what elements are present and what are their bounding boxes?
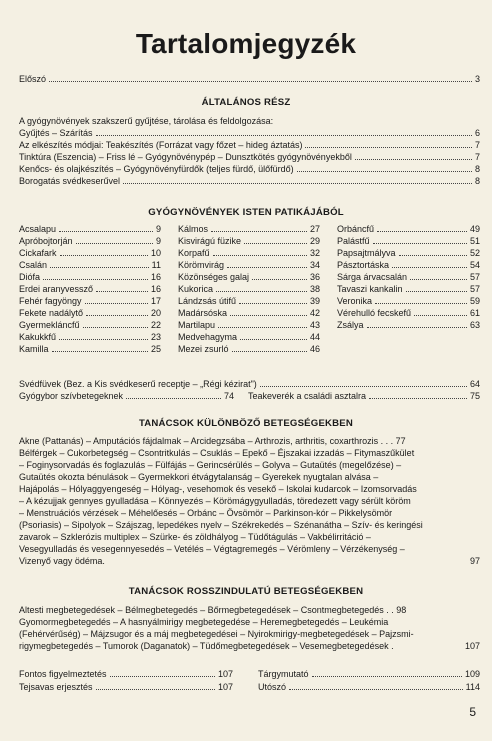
entry-page: 23 (150, 332, 161, 342)
herb-entry (19, 224, 161, 236)
herb-entry (337, 284, 480, 296)
dot-leader (377, 231, 467, 232)
entry-label: Medvehagyma (178, 332, 238, 342)
entry-page: 7 (474, 152, 480, 162)
paragraph-line: Vesegyulladás és vesegennyesedés – Vetélés – Végtagremegés – Vérömleny – Vérzékenység – (19, 544, 405, 554)
entry-label: Kenőcs- és olajkészítés – Gyógynövényfürdők (teljes fürdő, ülőfürdő) (19, 164, 294, 174)
dot-leader (86, 315, 148, 316)
dot-leader (43, 279, 148, 280)
entry-label: Fekete nadálytő (19, 308, 84, 318)
herb-entry (178, 308, 320, 320)
dot-leader (244, 243, 307, 244)
paragraph-line: rigymegbetegedés – Tumorok (Daganatok) – Tüdőmegbetegedések – Vesemegbetegedések . 107 (19, 641, 480, 651)
entry-label: Tavaszi kankalin (337, 284, 403, 294)
entry-label: Cickafark (19, 248, 57, 258)
herb-column-3 (337, 224, 480, 332)
entry-page: 9 (155, 224, 161, 234)
dot-leader (126, 398, 221, 399)
entry-page: 107 (464, 641, 480, 651)
footer-entries-left (19, 669, 233, 695)
dot-leader (50, 267, 149, 268)
dot-leader (410, 279, 467, 280)
entry-label: Madársóska (178, 308, 228, 318)
herb-entry (337, 236, 480, 248)
entry-label: Apróbojtorján (19, 236, 73, 246)
dot-leader (367, 327, 467, 328)
dot-leader (252, 279, 307, 280)
entry-label: Lándzsás útifű (178, 296, 237, 306)
entry-label: Fontos figyelmeztetés (19, 669, 107, 679)
entry-label: Az elkészítés módjai: Teakészítés (Forrázat vagy főzet – hideg áztatás) (19, 140, 303, 150)
entry-page: 6 (474, 128, 480, 138)
entry-label: Utószó (258, 682, 287, 692)
paragraph-line: Akne (Pattanás) – Amputációs fájdalmak – Arcidegzsába – Arthrozis, arthritis, coxarthrozis . . . 77 (19, 436, 406, 446)
toc-entry-general (19, 128, 480, 139)
entry-page: 3 (474, 74, 480, 84)
dot-leader (96, 135, 472, 136)
paragraph-line: Bélférgek – Cukorbetegség – Csontritkulás – Csuklás – Epekő – Éjszakai izzadás – Fitymaszűkület (19, 448, 415, 458)
toc-entry-general (19, 140, 480, 151)
herb-entry (178, 260, 320, 272)
footer-entry (19, 682, 233, 695)
entry-label: Előszó (19, 74, 47, 84)
paragraph-line: – Menstruációs vérzések – Méhelőesés – Orbánc – Övsömör – Parkinson-kór – Pikkelysömör (19, 508, 393, 518)
dot-leader (83, 327, 148, 328)
dot-leader (59, 339, 148, 340)
entry-page: 11 (151, 260, 161, 270)
paragraph-line: Altesti megbetegedések – Bélmegbetegedés – Bőrmegbetegedések – Csontmegbetegedés . . 98 (19, 605, 407, 615)
entry-page: 34 (309, 260, 320, 270)
herb-entry (19, 320, 161, 332)
entry-label: Korpafű (178, 248, 210, 258)
dot-leader (49, 81, 472, 82)
dot-leader (85, 303, 148, 304)
entry-page: 54 (469, 260, 480, 270)
paragraph-line: – Foginysorvadás és foglazulás – Fülfájás – Gerincsérülés – Golyva – Gutaütés (megelőzése) – (19, 460, 402, 470)
dot-leader (76, 243, 153, 244)
entry-page: 9 (155, 236, 161, 246)
herb-entry (337, 248, 480, 260)
page-number: 5 (469, 705, 476, 719)
entry-page: 36 (309, 272, 320, 282)
dot-leader (123, 183, 472, 184)
entry-page: 97 (469, 556, 480, 566)
toc-entry-general (19, 176, 480, 187)
herb-entry (337, 272, 480, 284)
dot-leader (227, 267, 307, 268)
paragraph-line: Gyomormegbetegedés – A hasnyálmirigy megbetegedése – Heremegbetegedés – Leukémia (19, 617, 389, 627)
dot-leader (232, 351, 307, 352)
malignant-list-paragraph (19, 604, 480, 652)
entry-page: 39 (309, 296, 320, 306)
herb-entry (178, 236, 320, 248)
entry-page: 107 (217, 682, 233, 692)
entry-page: 42 (309, 308, 320, 318)
entry-label: Fehér fagyöngy (19, 296, 82, 306)
entry-label: Kukorica (178, 284, 214, 294)
entry-page: 44 (309, 332, 320, 342)
paragraph-line: Hajápolás – Hólyaggyengeség – Hólyag-, vesehomok és vesekő – Iskolai kudarcok – Izomsorvadás (19, 484, 417, 494)
dot-leader (373, 243, 467, 244)
entry-label: Kálmos (178, 224, 209, 234)
paragraph-line: Gutaütés okozta bénulások – Gyermekkori étvágytalanság – Gyerekek nyugtalan alvása – (19, 472, 379, 482)
entry-label: Sárga árvacsalán (337, 272, 408, 282)
herb-entry (19, 308, 161, 320)
entry-page: 16 (150, 272, 161, 282)
herb-entry (19, 236, 161, 248)
herb-entry (178, 320, 320, 332)
entry-page: 27 (309, 224, 320, 234)
entry-page: 114 (465, 682, 480, 692)
entry-page: 38 (309, 284, 320, 294)
dot-leader (355, 159, 472, 160)
dot-leader (52, 351, 148, 352)
toc-entry-general (19, 164, 480, 175)
herb-entry (337, 296, 480, 308)
herb-entry (178, 284, 320, 296)
dot-leader (312, 676, 462, 677)
section-heading-istenpatika: GYÓGYNÖVÉNYEK ISTEN PATIKÁJÁBÓL (148, 207, 344, 218)
entry-label: Tinktúra (Eszencia) – Friss lé – Gyógynövénypép – Dunsztkötés gyógynövényekből (19, 152, 352, 162)
entry-page: 20 (150, 308, 161, 318)
entry-page: 59 (469, 296, 480, 306)
footer-entry (258, 669, 480, 682)
dot-leader (260, 386, 467, 387)
dot-leader (406, 291, 467, 292)
footer-entry (19, 669, 233, 682)
dot-leader (110, 676, 215, 677)
herb-entry (178, 332, 320, 344)
entry-label: Gyermekláncfű (19, 320, 80, 330)
entry-page: 57 (469, 272, 480, 282)
paragraph-line: (Psoriasis) – Sipolyok – Szájszag, lepedékes nyelv – Székrekedés – Szénanátha – Szív- és keringési (19, 520, 423, 530)
entry-page: 8 (474, 176, 480, 186)
entry-label: Papsajtmályva (337, 248, 396, 258)
entry-label: Gyűjtés – Szárítás (19, 128, 93, 138)
entry-label: Orbáncfű (337, 224, 375, 234)
entry-page: 57 (469, 284, 480, 294)
entry-page: 49 (469, 224, 480, 234)
general-intro: A gyógynövények szakszerű gyűjtése, tárolása és feldolgozása: (19, 116, 274, 126)
dot-leader (96, 291, 148, 292)
entry-label: Tejsavas erjesztés (19, 682, 93, 692)
dot-leader (414, 315, 467, 316)
herb-entry (337, 260, 480, 272)
entry-label: Körömvirág (178, 260, 225, 270)
dot-leader (375, 303, 467, 304)
toc-entry-gyogybor: Gyógybor szívbetegeknek 74 (19, 391, 234, 401)
herb-entry (19, 260, 161, 272)
dot-leader (218, 327, 307, 328)
entry-page: 32 (309, 248, 320, 258)
toc-entry-general (19, 152, 480, 163)
herb-entry (19, 248, 161, 260)
paragraph-line: (Fehérvérűség) – Májzsugor és a máj megbetegedései – Nyirokmirigy-megbetegedések – Pajzsmi- (19, 629, 414, 639)
entry-page: 63 (469, 320, 480, 330)
entry-page: 61 (469, 308, 480, 318)
dot-leader (211, 231, 307, 232)
entry-label: Diófa (19, 272, 41, 282)
herb-column-2 (178, 224, 320, 356)
disease-list-paragraph (19, 435, 480, 567)
entry-page: 29 (309, 236, 320, 246)
dot-leader (239, 303, 307, 304)
entry-label: Erdei aranyvessző (19, 284, 94, 294)
herb-entry (19, 332, 161, 344)
dot-leader (96, 689, 215, 690)
paragraph-line: Vizenyő vagy ödéma. 97 (19, 556, 480, 566)
dot-leader (392, 267, 467, 268)
herb-entry (19, 284, 161, 296)
footer-entries-right (258, 669, 480, 695)
herb-entry (178, 272, 320, 284)
herb-entry (337, 320, 480, 332)
herb-entry (19, 344, 161, 356)
entry-label: Martilapu (178, 320, 216, 330)
entry-label: Tárgymutató (258, 669, 309, 679)
herb-column-1 (19, 224, 161, 356)
dot-leader (305, 147, 472, 148)
dot-leader (59, 231, 153, 232)
entry-label: Acsalapu (19, 224, 57, 234)
herb-entry (337, 224, 480, 236)
entry-label: Kamilla (19, 344, 49, 354)
entry-page: 25 (150, 344, 161, 354)
dot-leader (289, 689, 463, 690)
dot-leader (297, 171, 472, 172)
entry-label: Csalán (19, 260, 48, 270)
dot-leader (230, 315, 307, 316)
entry-page: 22 (150, 320, 161, 330)
dot-leader (60, 255, 148, 256)
entry-label: Kakukkfű (19, 332, 57, 342)
herb-entry (178, 248, 320, 260)
dot-leader (369, 398, 467, 399)
entry-page: 7 (474, 140, 480, 150)
entry-page: 52 (469, 248, 480, 258)
entry-page: 16 (150, 284, 161, 294)
dot-leader (399, 255, 467, 256)
entry-page: 46 (309, 344, 320, 354)
toc-entry-eloszo (19, 74, 480, 85)
paragraph-line: – A kézujjak gennyes gyulladása – Könnyezés – Körömágygyulladás, töredezett vagy sérült köröm (19, 496, 411, 506)
herb-entry (19, 296, 161, 308)
section-heading-rosszindulatu: TANÁCSOK ROSSZINDULATÚ BETEGSÉGEKBEN (128, 586, 364, 597)
page-title: Tartalomjegyzék (135, 28, 357, 59)
dot-leader (216, 291, 307, 292)
entry-label: Mezei zsurló (178, 344, 229, 354)
entry-label: Borogatás svédkeserűvel (19, 176, 121, 186)
section-heading-altalanos: ÁLTALÁNOS RÉSZ (201, 97, 291, 108)
toc-entry-svedfuvek: Svédfüvek (Bez. a Kis svédkeserű receptje – „Régi kézirat") 64 (19, 379, 480, 389)
entry-page: 10 (150, 248, 161, 258)
herb-entry (178, 224, 320, 236)
entry-page: 8 (474, 164, 480, 174)
entry-label: Zsálya (337, 320, 364, 330)
section-heading-kulonbozo: TANÁCSOK KÜLÖNBÖZŐ BETEGSÉGEKBEN (138, 418, 354, 429)
footer-entry (258, 682, 480, 695)
entry-page: 107 (217, 669, 233, 679)
entry-page: 51 (469, 236, 480, 246)
entry-label: Vérehulló fecskefű (337, 308, 412, 318)
dot-leader (240, 339, 307, 340)
entry-label: Kisvirágú füzike (178, 236, 242, 246)
toc-entry-teakeverek: Teakeverék a családi asztalra 75 (248, 391, 480, 401)
herb-entry (178, 296, 320, 308)
dot-leader (213, 255, 307, 256)
entry-label: Veronika (337, 296, 373, 306)
entry-label: Közönséges galaj (178, 272, 250, 282)
herb-entry (178, 344, 320, 356)
entry-label: Pásztortáska (337, 260, 390, 270)
herb-entry (337, 308, 480, 320)
entry-page: 109 (464, 669, 480, 679)
paragraph-line: zavarok – Szklerózis multiplex – Szürke- és zöldhályog – Tüdőtágulás – Vakbélirritáció – (19, 532, 371, 542)
entry-label: Palástfű (337, 236, 370, 246)
entry-page: 43 (309, 320, 320, 330)
herb-entry (19, 272, 161, 284)
entry-page: 17 (150, 296, 161, 306)
